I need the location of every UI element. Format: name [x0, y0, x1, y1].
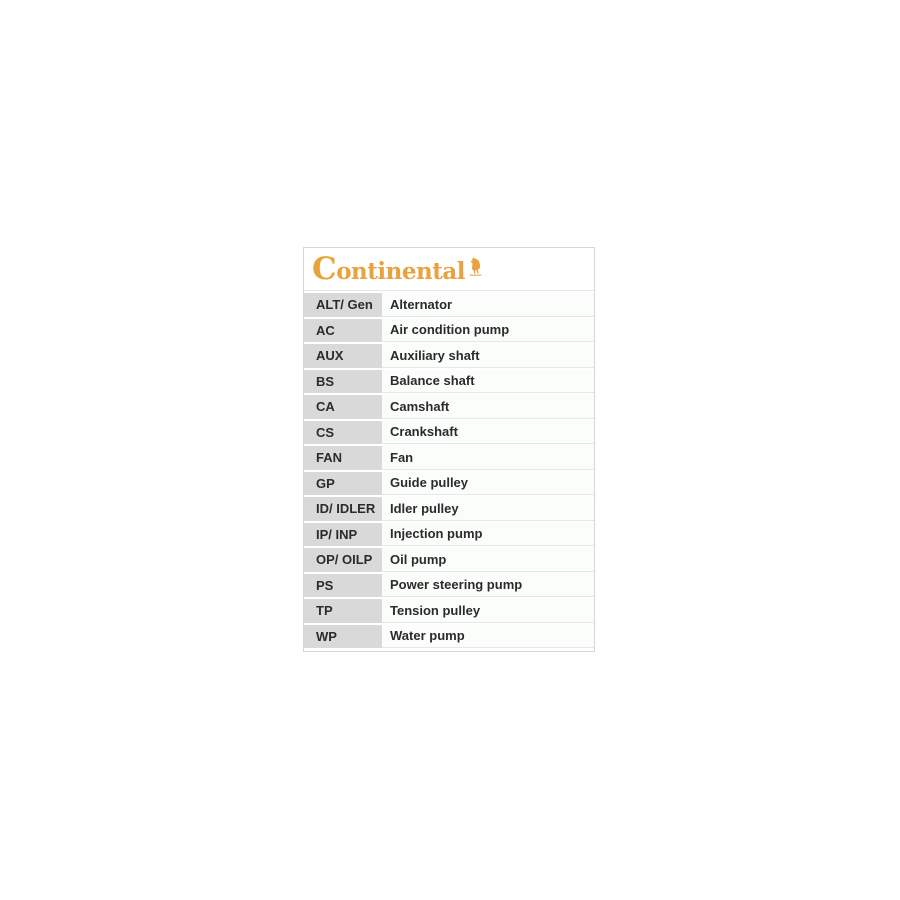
description-cell [382, 344, 594, 368]
description-cell [382, 523, 594, 547]
table-row [304, 523, 594, 547]
abbreviation-label: FAN [316, 450, 342, 466]
description-cell [382, 421, 594, 445]
abbreviation-label: ID/ IDLER [316, 501, 376, 517]
description-cell [382, 574, 594, 598]
description-label: Oil pump [390, 551, 447, 567]
abbreviation-label: BS [316, 373, 335, 389]
abbreviation-label: OP/ OILP [316, 552, 373, 568]
abbreviation-cell [304, 574, 382, 598]
description-label: Power steering pump [390, 577, 523, 593]
description-cell [382, 625, 594, 649]
description-label: Alternator [390, 296, 453, 312]
table-row [304, 293, 594, 317]
logo-header [304, 248, 594, 291]
abbreviation-label: AUX [316, 348, 344, 364]
abbreviation-label: AC [316, 322, 335, 338]
description-cell [382, 319, 594, 343]
description-label: Guide pulley [390, 475, 469, 491]
description-cell [382, 599, 594, 623]
abbreviation-label: TP [316, 603, 333, 619]
abbreviation-label: GP [316, 475, 335, 491]
description-label: Auxiliary shaft [390, 347, 480, 363]
abbreviation-cell [304, 497, 382, 521]
abbreviation-cell [304, 421, 382, 445]
table-row [304, 497, 594, 521]
abbreviation-label: CS [316, 424, 335, 440]
description-label: Fan [390, 449, 414, 465]
abbreviation-cell [304, 344, 382, 368]
abbreviation-legend-table [303, 247, 595, 652]
abbreviation-cell [304, 625, 382, 649]
table-row [304, 446, 594, 470]
rearing-horse-icon [468, 256, 483, 277]
description-label: Balance shaft [390, 373, 475, 389]
abbreviation-cell [304, 293, 382, 317]
table-row [304, 319, 594, 343]
continental-logo-wordmark: Continental [312, 250, 465, 287]
description-cell [382, 293, 594, 317]
abbreviation-label: PS [316, 577, 334, 593]
table-row [304, 625, 594, 649]
description-label: Air condition pump [390, 322, 510, 338]
abbreviation-label: ALT/ Gen [316, 297, 373, 313]
table-row [304, 574, 594, 598]
description-label: Water pump [390, 628, 465, 644]
abbreviation-label: CA [316, 399, 335, 415]
description-label: Injection pump [390, 526, 483, 542]
table-row [304, 344, 594, 368]
description-label: Crankshaft [390, 424, 458, 440]
abbreviation-cell [304, 599, 382, 623]
table-row [304, 548, 594, 572]
abbreviation-label: WP [316, 628, 337, 644]
table-row [304, 395, 594, 419]
abbreviation-cell [304, 446, 382, 470]
legend-rows [304, 291, 594, 651]
table-row [304, 370, 594, 394]
table-row [304, 599, 594, 623]
abbreviation-cell [304, 523, 382, 547]
description-label: Idler pulley [390, 500, 459, 516]
description-cell [382, 548, 594, 572]
description-cell [382, 395, 594, 419]
description-label: Camshaft [390, 398, 450, 414]
abbreviation-cell [304, 319, 382, 343]
abbreviation-cell [304, 472, 382, 496]
description-cell [382, 497, 594, 521]
abbreviation-cell [304, 370, 382, 394]
abbreviation-cell [304, 395, 382, 419]
description-cell [382, 446, 594, 470]
description-label: Tension pulley [390, 602, 481, 618]
abbreviation-label: IP/ INP [316, 526, 358, 542]
abbreviation-cell [304, 548, 382, 572]
table-row [304, 421, 594, 445]
description-cell [382, 370, 594, 394]
description-cell [382, 472, 594, 496]
table-row [304, 472, 594, 496]
